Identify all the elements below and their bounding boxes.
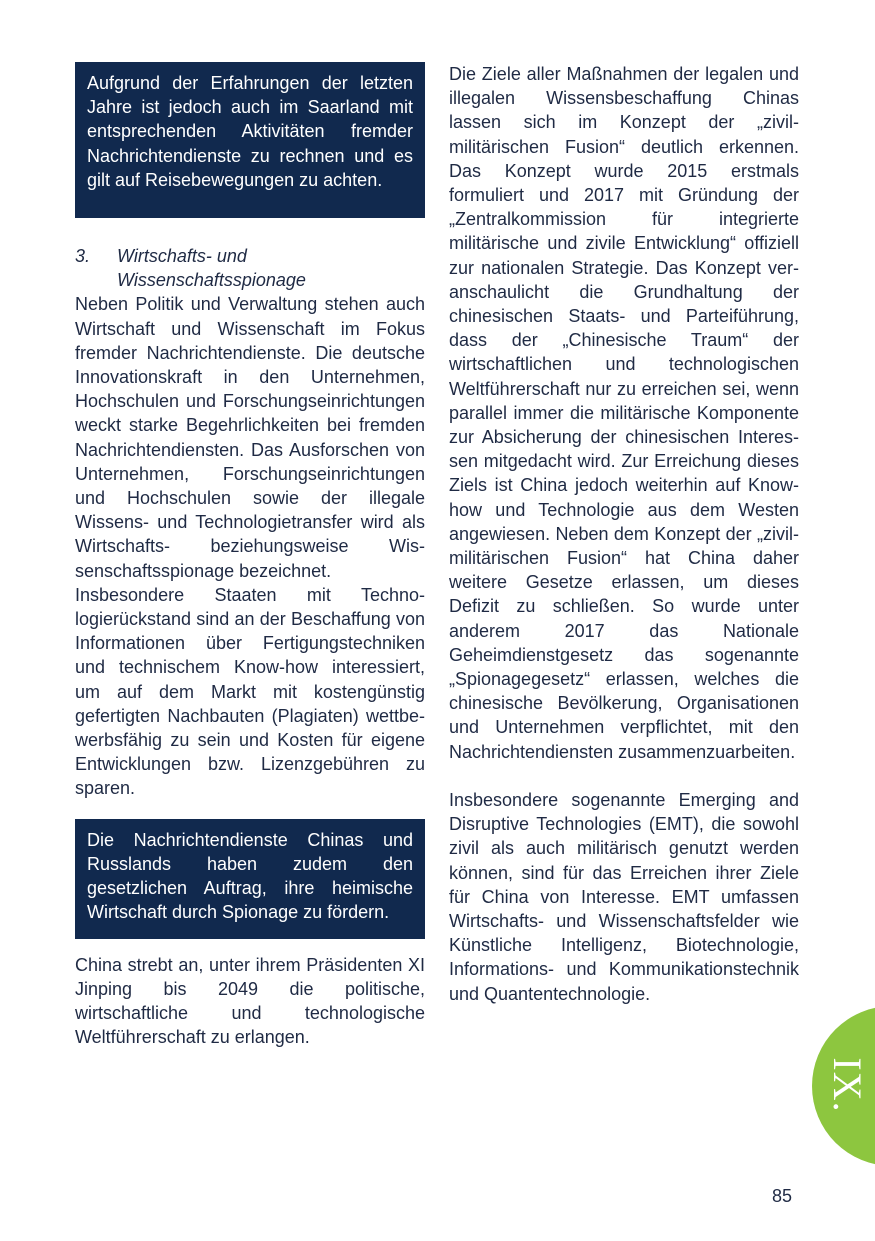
paragraph-technology-gap: Insbesondere Staaten mit Technologierückstand sind an der Beschaffung von Informationen über Fertigungstechniken und technischem Know-how interessiert, um auf dem Markt mit kostengünstig gefertigten Nachbauten (Plagiaten) wettbewerbsfähig zu sein und Kosten für eigene Entwicklungen bzw. Lizenzgebühren zu sparen. <box>75 584 425 799</box>
section-number: 3. <box>75 246 91 267</box>
info-box-middle-text: Die Nachrichtendienste Chinas und Russlands haben zudem den gesetzlichen Auftrag, ihre heimische Wirtschaft durch Spionage zu fördern. <box>87 829 413 923</box>
paragraph-china-goal: China strebt an, unter ihrem Präsidenten XI Jinping bis 2049 die politische, wirtschaftliche und technologische Weltführerschaft zu erlangen. <box>75 954 425 1048</box>
info-box-top <box>75 62 425 218</box>
right-column <box>449 62 799 1006</box>
paragraph-civil-military-fusion: Die Ziele aller Maßnahmen der legalen und illegalen Wissensbeschaffung Chinas lassen sich im Konzept der „zivil-militärischen Fusion“ deutlich erkennen. Das Konzept wurde 2015 erstmals formuliert und 2017 mit Gründung der „Zentralkommission für integrierte militärische und zivile Entwicklung“ offiziell zur nationalen Strategie. Das Konzept veranschaulicht die Grundhaltung der chinesischen Staats- und Parteiführung, dass der „Chinesische Traum“ der wirtschaftlichen und technologischen Weltführerschaft nur zu erreichen sei, wenn parallel immer die militärische Komponente zur Absicherung der chinesischen Interessen mitgedacht wird. Zur Erreichung dieses Ziels ist China jedoch weiterhin auf Know-how und Technologie aus dem Westen angewiesen. Neben dem Konzept der „zivil-militärischen Fusion“ hat China daher weitere Gesetze erlassen, um dieses Defizit zu schließen. So wurde unter anderem 2017 das Nationale Geheimdienstgesetz das sogenannte „Spionagegesetz“ erlassen, welches die chinesische Bevölkerung, Organisationen und Unternehmen verpflichtet, mit den Nachrichtendiensten zusammenzuarbeiten. <box>449 64 799 762</box>
section-heading <box>75 244 425 292</box>
paragraph-economy-science: Neben Politik und Verwaltung stehen auch Wirtschaft und Wissenschaft im Fokus fremder Nachrichtendienste. Die deutsche Innovationskraft in den Unternehmen, Hochschulen und Forschungseinrichtungen weckt starke Begehrlichkeiten bei fremden Nachrichtendiensten. Das Ausforschen von Unternehmen, Forschungseinrichtungen und Hochschulen sowie der illegale Wissens- und Technologietransfer wird als Wirtschafts- beziehungsweise Wissenschaftsspionage bezeichnet. <box>75 294 425 581</box>
page-number: 85 <box>772 1186 793 1206</box>
info-box-top-text: Aufgrund der Erfahrungen der letzten Jahre ist jedoch auch im Saarland mit entsprechenden Aktivitäten fremder Nachrichtendienste zu rechnen und es gilt auf Reisebewegungen zu achten. <box>87 73 413 190</box>
paragraph-emerging-technologies: Insbesondere sogenannte Emerging and Disruptive Technologies (EMT), die sowohl zivil als auch militärisch genutzt werden können, sind für das Erreichen ihrer Ziele für China von Interesse. EMT umfassen Wirtschafts- und Wissenschaftsfelder wie Künstliche Intelligenz, Biotechnologie, Informations- und Kommunikationstechnik und Quantentechnologie. <box>449 789 799 1004</box>
chapter-tab-label: IX. <box>825 1057 871 1113</box>
info-box-middle <box>75 819 425 939</box>
section-title: Wirtschafts- und Wissenschaftsspionage <box>117 246 306 291</box>
left-column <box>75 62 425 1049</box>
